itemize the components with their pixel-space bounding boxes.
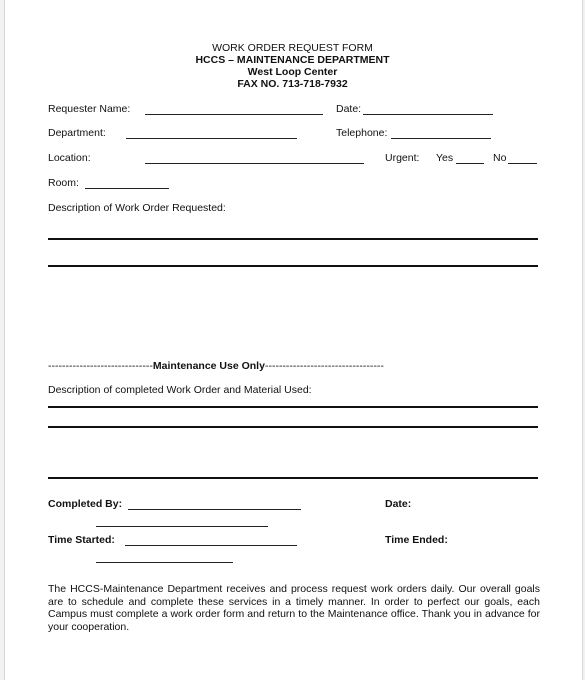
telephone-field[interactable] — [391, 138, 491, 139]
form-title: WORK ORDER REQUEST FORM — [212, 42, 373, 54]
fax-number: FAX NO. 713-718-7932 — [237, 78, 348, 90]
telephone-label: Telephone: — [336, 127, 388, 139]
divider-dashes-left: ------------------------------ — [48, 360, 153, 372]
completed-line-1[interactable] — [48, 406, 538, 408]
department-heading: HCCS – MAINTENANCE DEPARTMENT — [195, 54, 390, 66]
urgent-label: Urgent: — [385, 152, 420, 164]
department-label: Department: — [48, 127, 106, 139]
divider-dashes-right: ---------------------------------- — [264, 360, 384, 372]
time-started-label: Time Started: — [48, 534, 115, 546]
completed-by-field-2[interactable] — [96, 526, 268, 527]
urgent-yes-field[interactable] — [456, 163, 484, 164]
urgent-no-label: No — [493, 152, 507, 164]
location-field[interactable] — [145, 163, 364, 164]
description-completed-label: Description of completed Work Order and Material Used: — [48, 384, 312, 396]
requester-name-field[interactable] — [145, 114, 323, 115]
room-field[interactable] — [85, 188, 169, 189]
completed-line-2[interactable] — [48, 426, 538, 428]
date-label: Date: — [336, 103, 362, 115]
completed-by-label: Completed By: — [48, 498, 123, 510]
completed-date-label: Date: — [385, 498, 412, 510]
completed-line-3[interactable] — [48, 477, 538, 479]
description-line-2[interactable] — [48, 265, 538, 267]
maintenance-divider — [48, 360, 384, 372]
time-ended-label: Time Ended: — [385, 534, 448, 546]
urgent-yes-label: Yes — [436, 152, 454, 164]
date-field[interactable] — [363, 114, 493, 115]
requester-name-label: Requester Name: — [48, 103, 131, 115]
maintenance-section-title: Maintenance Use Only — [152, 360, 265, 372]
document-page — [4, 0, 583, 680]
time-started-field-2[interactable] — [96, 562, 233, 563]
room-label: Room: — [48, 177, 79, 189]
time-started-field[interactable] — [125, 545, 297, 546]
description-line-1[interactable] — [48, 238, 538, 240]
urgent-no-field[interactable] — [508, 163, 537, 164]
completed-by-field[interactable] — [128, 509, 301, 510]
footer-paragraph: The HCCS-Maintenance Department receives and process request work orders daily. Our overall goals are to schedule and complete these services in a timely manner. In order to perfect our goals, each Campus must complete a work order form and return to the Maintenance office. Thank you in advance for your cooperation. — [48, 583, 540, 633]
location-heading: West Loop Center — [247, 66, 338, 78]
department-field[interactable] — [126, 138, 297, 139]
description-requested-label: Description of Work Order Requested: — [48, 202, 226, 214]
location-label: Location: — [48, 152, 91, 164]
